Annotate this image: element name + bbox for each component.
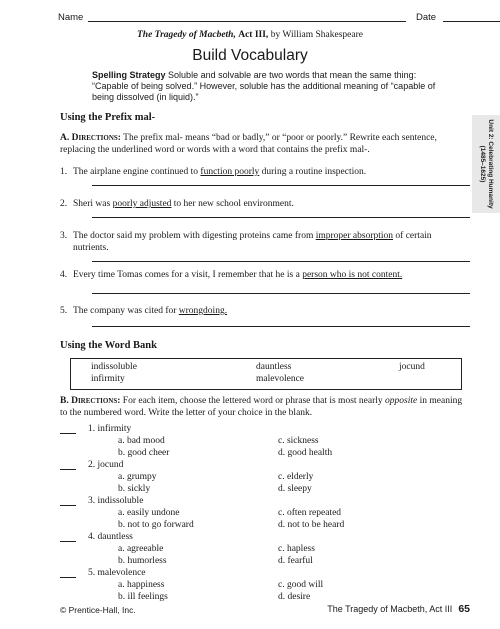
directions-a: A. Directions: The prefix mal- means “bad or badly,” or “poor or poorly.” Rewrite each sentence, replacing the underlined word or words with a word that contains the prefix mal-. (60, 133, 437, 155)
footer-copyright: © Prentice-Hall, Inc. (60, 605, 136, 615)
spelling-strategy (92, 70, 448, 104)
word-bank-word: indissoluble (91, 362, 137, 372)
name-field[interactable] (88, 21, 406, 22)
answer-line-a5[interactable] (92, 326, 470, 327)
answer-blank-b5[interactable] (60, 577, 76, 578)
answer-blank-b2[interactable] (60, 469, 76, 470)
section-prefix-heading: Using the Prefix mal- (60, 112, 156, 123)
item-a4: 4. Every time Tomas comes for a visit, I remember that he is a person who is not content. (60, 270, 403, 280)
page-number: 65 (458, 603, 470, 615)
answer-blank-b4[interactable] (60, 541, 76, 542)
answer-line-a3[interactable] (92, 261, 470, 262)
word-bank-word: dauntless (256, 362, 292, 372)
page-title: Build Vocabulary (192, 47, 308, 64)
answer-blank-b3[interactable] (60, 505, 76, 506)
word-bank-word: jocund (399, 362, 425, 372)
spelling-strategy-text: Soluble and solvable are two words that mean the same thing: “Capable of being solved.” However, soluble has the additional meaning of “capable of being dissolved (in liquid).” (92, 70, 436, 103)
item-a3: 3. The doctor said my problem with digesting proteins came from improper absorption of certain nutrients. (60, 231, 432, 253)
footer-title: The Tragedy of Macbeth, Act III (327, 604, 453, 614)
word-bank-box (70, 358, 462, 390)
word-bank-word: infirmity (91, 374, 125, 384)
page-header (58, 12, 468, 26)
answer-line-a1[interactable] (92, 185, 470, 186)
answer-line-a2[interactable] (92, 217, 470, 218)
item-a1: 1. The airplane engine continued to function poorly during a routine inspection. (60, 167, 367, 177)
section-wordbank-heading: Using the Word Bank (60, 340, 157, 351)
directions-b: B. Directions: For each item, choose the lettered word or phrase that is most nearly opposite in meaning to the numbered word. Write the letter of your choice in the blank. (60, 396, 463, 418)
answer-line-a4[interactable] (92, 293, 470, 294)
date-label: Date (416, 12, 437, 23)
unit-side-tab-text: Unit 2: Celebrating Humanity (1485–1625) (479, 119, 494, 209)
spelling-strategy-label: Spelling Strategy (92, 70, 166, 80)
name-label: Name (58, 12, 84, 23)
answer-blank-b1[interactable] (60, 433, 76, 434)
word-bank-word: malevolence (256, 374, 305, 384)
selection-title: The Tragedy of Macbeth, Act III, by William Shakespeare (136, 30, 363, 40)
item-a2: 2. Sheri was poorly adjusted to her new school environment. (60, 199, 294, 209)
date-field[interactable] (443, 21, 500, 22)
item-a5: 5. The company was cited for wrongdoing. (60, 306, 228, 316)
footer-page-info (310, 603, 470, 615)
